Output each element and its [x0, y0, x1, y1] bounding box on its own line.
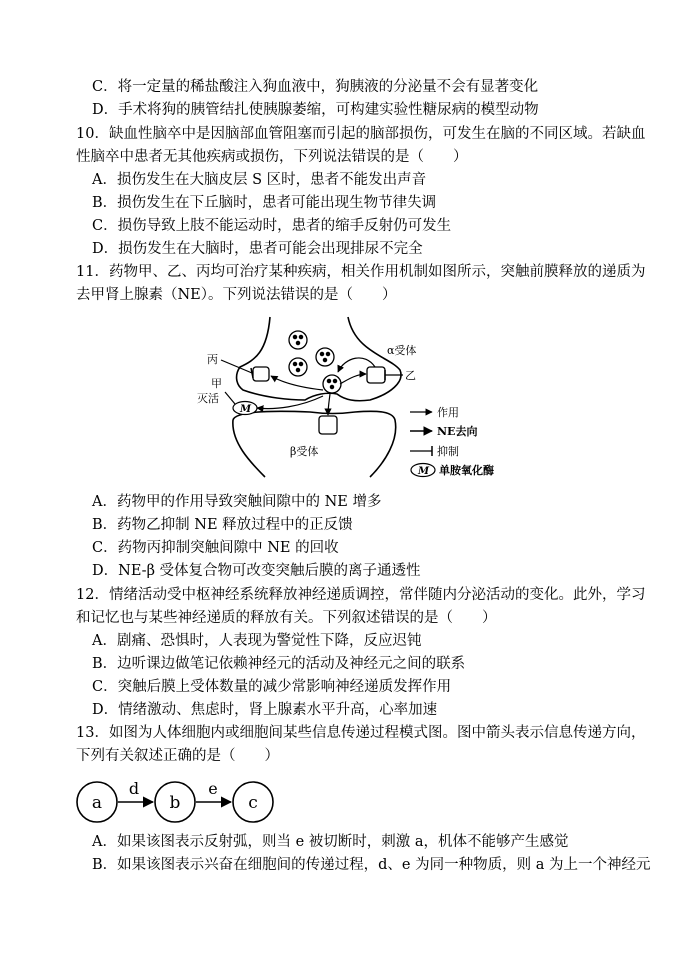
q9-option-c: C．将一定量的稀盐酸注入狗血液中，狗胰液的分泌量不会有显著变化: [92, 79, 539, 95]
label-miehuo: 灭活: [197, 392, 219, 405]
svg-text:b: b: [169, 793, 181, 813]
q11-stem-line2: 去甲肾上腺素（NE）。下列说法错误的是（ ）: [76, 287, 397, 303]
reuptake-arrow: [271, 376, 323, 390]
label-beta: β受体: [290, 445, 319, 458]
bing-inhibit-line: [221, 360, 252, 373]
alpha-receptor: [367, 367, 385, 383]
label-alpha: α受体: [387, 344, 417, 357]
label-yi: 乙: [405, 369, 416, 382]
svg-text:NE去向: NE去向: [437, 425, 478, 438]
q12-stem-line1: 12．情绪活动受中枢神经系统释放神经递质调控，常伴随内分泌活动的变化。此外，学习: [76, 587, 646, 603]
q13-option-b: B．如果该图表示兴奋在细胞间的传递过程，d、e 为同一种物质，则 a 为上一个神经元: [92, 857, 651, 873]
q12-option-b: B．边听课边做笔记依赖神经元的活动及神经元之间的联系: [92, 656, 466, 672]
q11-stem-line1: 11．药物甲、乙、丙均可治疗某种疾病，相关作用机制如图所示，突触前膜释放的递质为: [76, 264, 646, 280]
synaptic-vesicle: [316, 348, 334, 366]
presynaptic-membrane: [237, 317, 401, 401]
q13-stem-line1: 13．如图为人体细胞内或细胞间某些信息传递过程模式图。图中箭头表示信息传递方向，: [76, 725, 646, 741]
diagram-legend: [410, 406, 494, 477]
enzyme-arrow: [257, 396, 323, 409]
q9-option-d: D．手术将狗的胰管结扎使胰腺萎缩，可构建实验性糖尿病的模型动物: [92, 102, 539, 118]
svg-text:抑制: 抑制: [437, 445, 459, 458]
q12-stem-line2: 和记忆也与某些神经递质的释放有关。下列叙述错误的是（ ）: [76, 610, 497, 626]
svg-text:a: a: [91, 793, 103, 813]
q10-option-a: A．损伤发生在大脑皮层 S 区时，患者不能发出声音: [92, 172, 427, 188]
svg-text:单胺氧化酶: 单胺氧化酶: [439, 464, 494, 477]
q12-option-a: A．剧痛、恐惧时，人表现为警觉性下降，反应迟钝: [92, 633, 422, 649]
synaptic-vesicle: [289, 331, 307, 349]
q11-option-c: C．药物丙抑制突触间隙中 NE 的回收: [92, 540, 339, 556]
q11-option-b: B．药物乙抑制 NE 释放过程中的正反馈: [92, 517, 353, 533]
synaptic-vesicle: [323, 375, 341, 393]
reuptake-transporter: [253, 367, 269, 381]
synaptic-vesicle: [289, 358, 307, 376]
svg-text:作用: 作用: [437, 406, 459, 419]
q11-option-a: A．药物甲的作用导致突触间隙中的 NE 增多: [92, 494, 382, 510]
q10-stem-line2: 性脑卒中患者无其他疾病或损伤，下列说法错误的是（ ）: [76, 149, 468, 165]
q10-option-d: D．损伤发生在大脑时，患者可能会出现排尿不完全: [92, 241, 423, 257]
q12-option-c: C．突触后膜上受体数量的减少常影响神经递质发挥作用: [92, 679, 452, 695]
svg-text:c: c: [248, 793, 258, 813]
label-bing: 丙: [207, 353, 218, 366]
signal-flow-diagram: [74, 776, 284, 828]
edge-e-label: e: [208, 779, 218, 798]
synapse-diagram: [195, 312, 540, 482]
q13-option-a: A．如果该图表示反射弧，则当 e 被切断时，刺激 a，机体不能够产生感觉: [92, 834, 569, 850]
svg-text:M: M: [240, 404, 252, 415]
q11-option-d: D．NE-β 受体复合物可改变突触后膜的离子通透性: [92, 563, 421, 579]
svg-text:M: M: [418, 466, 430, 477]
alpha-arrow: [340, 374, 366, 384]
q12-option-d: D．情绪激动、焦虑时，肾上腺素水平升高，心率加速: [92, 702, 438, 718]
q10-option-b: B．损伤发生在下丘脑时，患者可能出现生物节律失调: [92, 195, 437, 211]
label-jia: 甲: [211, 377, 222, 390]
q10-stem-line1: 10．缺血性脑卒中是因脑部血管阻塞而引起的脑部损伤，可发生在脑的不同区域。若缺血: [76, 126, 646, 142]
jia-inhibit-line: [225, 392, 235, 404]
beta-receptor: [319, 416, 337, 434]
beta-arrow: [328, 394, 330, 415]
edge-d-label: d: [128, 779, 140, 798]
q10-option-c: C．损伤导致上肢不能运动时，患者的缩手反射仍可发生: [92, 218, 452, 234]
q13-stem-line2: 下列有关叙述正确的是（ ）: [76, 748, 279, 764]
